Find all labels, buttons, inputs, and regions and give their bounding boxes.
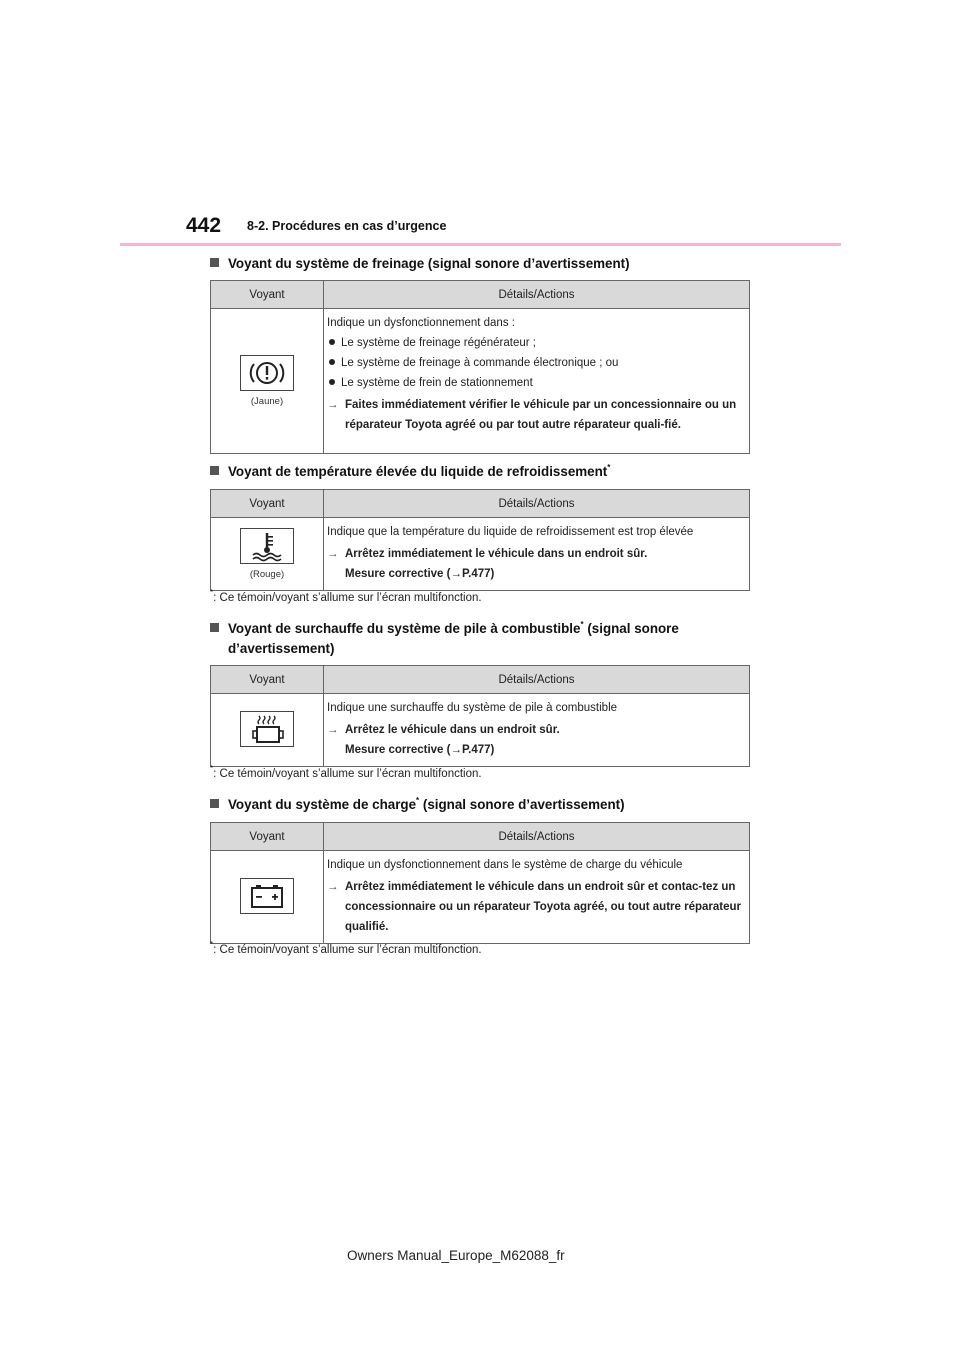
action-text: → Arrêtez immédiatement le véhicule dans un endroit sûr. Mesure corrective (→P.477) xyxy=(327,544,741,584)
header-rule xyxy=(120,243,841,246)
action-text: → Arrêtez le véhicule dans un endroit sûr. Mesure corrective (→P.477) xyxy=(327,720,741,760)
square-bullet-icon xyxy=(210,466,219,475)
details-intro: Indique une surchauffe du système de pile à combustible xyxy=(327,702,618,714)
chapter-title: 8-2. Procédures en cas d’urgence xyxy=(247,219,447,233)
details-cell xyxy=(324,851,750,944)
brake-warning-icon xyxy=(240,355,294,391)
col-header-details: Détails/Actions xyxy=(324,823,750,851)
list-item: Le système de freinage régénérateur ; xyxy=(327,333,741,353)
color-label: (Jaune) xyxy=(250,396,284,407)
details-cell xyxy=(324,309,750,454)
col-header-details: Détails/Actions xyxy=(324,281,750,309)
action-text: → Faites immédiatement vérifier le véhicule par un concessionnaire ou un réparateur Toyota agréé ou par tout autre réparateur quali-fié. xyxy=(327,395,741,435)
footnote: *: Ce témoin/voyant s’allume sur l’écran multifonction. xyxy=(210,588,482,604)
footer: Owners Manual_Europe_M62088_fr xyxy=(347,1248,565,1263)
arrow-icon: → xyxy=(327,724,339,736)
details-cell xyxy=(324,518,750,591)
color-label: (Rouge) xyxy=(249,569,285,580)
details-intro: Indique un dysfonctionnement dans : xyxy=(327,317,515,329)
col-header-voyant: Voyant xyxy=(211,823,324,851)
charge-warning-table xyxy=(210,822,750,944)
page-number: 442 xyxy=(186,214,222,237)
fuel-cell-overheat-icon xyxy=(240,711,294,747)
fuel-cell-warning-table xyxy=(210,665,750,767)
col-header-details: Détails/Actions xyxy=(324,490,750,518)
square-bullet-icon xyxy=(210,258,219,267)
arrow-icon: → xyxy=(327,881,339,893)
list-item: Le système de frein de stationnement xyxy=(327,373,741,393)
section-charge-title: Voyant du système de charge* (signal sonore d’avertissement) xyxy=(210,795,625,815)
action-text: → Arrêtez immédiatement le véhicule dans un endroit sûr et contac-tez un concessionnaire ou un réparateur Toyota agréé, ou tout autre réparateur qualifié. xyxy=(327,877,741,937)
icon-cell xyxy=(211,309,324,454)
section-brake-title: Voyant du système de freinage (signal sonore d’avertissement) xyxy=(210,254,630,274)
icon-cell xyxy=(211,518,324,591)
details-cell xyxy=(324,694,750,767)
asterisk-mark: * xyxy=(416,796,420,805)
square-bullet-icon xyxy=(210,799,219,808)
col-header-details: Détails/Actions xyxy=(324,666,750,694)
arrow-icon: → xyxy=(327,399,339,411)
battery-charge-icon xyxy=(240,878,294,914)
footnote: *: Ce témoin/voyant s’allume sur l’écran multifonction. xyxy=(210,940,482,956)
bullet-dot-icon xyxy=(329,379,335,385)
icon-cell xyxy=(211,694,324,767)
list-item: Le système de freinage à commande électronique ; ou xyxy=(327,353,741,373)
footnote: *: Ce témoin/voyant s’allume sur l’écran multifonction. xyxy=(210,764,482,780)
details-intro: Indique un dysfonctionnement dans le système de charge du véhicule xyxy=(327,859,683,871)
col-header-voyant: Voyant xyxy=(211,281,324,309)
coolant-warning-table xyxy=(210,489,750,591)
asterisk-mark: * xyxy=(607,463,611,472)
coolant-temperature-icon xyxy=(240,528,294,564)
bullet-dot-icon xyxy=(329,339,335,345)
section-coolant-title: Voyant de température élevée du liquide de refroidissement* xyxy=(210,462,610,482)
asterisk-mark: * xyxy=(580,620,584,629)
square-bullet-icon xyxy=(210,623,219,632)
details-intro: Indique que la température du liquide de refroidissement est trop élevée xyxy=(327,526,694,538)
arrow-icon: → xyxy=(327,548,339,560)
section-fuel-cell-title: Voyant de surchauffe du système de pile à combustible* (signal sonore d’avertissement) xyxy=(210,619,679,659)
col-header-voyant: Voyant xyxy=(211,490,324,518)
col-header-voyant: Voyant xyxy=(211,666,324,694)
brake-warning-table xyxy=(210,280,750,454)
icon-cell xyxy=(211,851,324,944)
bullet-dot-icon xyxy=(329,359,335,365)
